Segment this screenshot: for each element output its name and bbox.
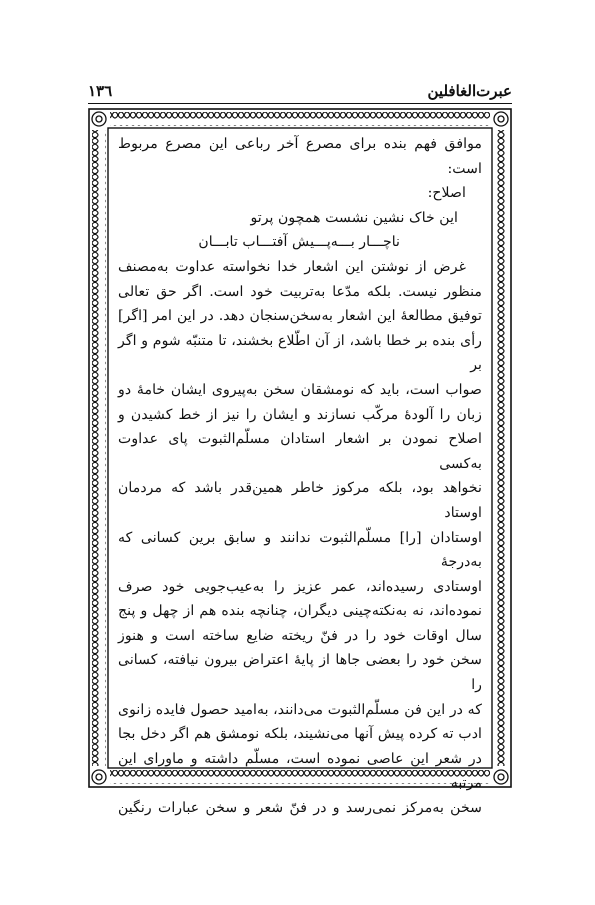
text-line: صواب است، باید که نومشقان سخن به‌پیروی ایشان خامهٔ دو (118, 381, 482, 398)
header-rule (88, 103, 512, 104)
text-line: رأی بنده بر خطا باشد، از آن اطّلاع بخشند، تا متنبّه شوم و اگر بر (118, 332, 482, 374)
section-heading: اصلاح: (427, 185, 466, 202)
text-line: اوستادان [را] مسلّم‌الثبوت ندانند و سابق برین کسانی که به‌درجهٔ (118, 529, 482, 571)
verse-line: این خاک نشین نشست همچون پرتو (250, 209, 458, 226)
text-line: است: (447, 160, 482, 177)
text-line: اصلاح نمودن بر اشعار استادان مسلّم‌الثبوت پای عداوت به‌کسی (118, 431, 482, 472)
text-line: ادب ته کرده پیش آنها می‌نشیند، بلکه نومشق هم اگر دخل بجا (118, 726, 482, 743)
text-line: توفیق مطالعهٔ این اشعار به‌سخن‌سنجان دهد. در این امر [اگر] (118, 308, 482, 325)
text-line: نموده‌اند، نه به‌نکته‌چینی دیگران، چنانچه بنده هم از چهل و پنج (118, 603, 482, 620)
running-header (88, 74, 512, 100)
page-body (118, 132, 482, 821)
text-line: در شعر این عاصی نموده است، مسلّم داشته و ماورای این مرتبه (118, 750, 482, 792)
text-line: که در این فن مسلّم‌الثبوت می‌دانند، به‌امید حصول فایده زانوی (118, 701, 482, 718)
page-number: ۱۳٦ (88, 82, 113, 100)
text-line: منظور نیست. بلکه مدّعا به‌تربیت خود است. اگر حق تعالی (118, 283, 482, 300)
text-line: سخن خود را بعضی جاها از پایهٔ اعتراض بیرون نیافته، کسانی را (118, 652, 482, 694)
text-line: موافق فهم بنده برای مصرع آخر رباعی این مصرع مربوط (118, 136, 482, 152)
text-line: اوستادی رسیده‌اند، عمر عزیز را به‌عیب‌جویی خود صرف (118, 578, 482, 595)
text-line: زبان را آلودهٔ مرکّب نسازند و ایشان را نیز از خط کشیدن و (118, 406, 482, 423)
text-line: نخواهد بود، بلکه مرکوز خاطر همین‌قدر باشد که مردمان اوستاد (118, 480, 482, 521)
text-line: سال اوقات خود را در فنّ ریخته ضایع ساخته است و هنوز (118, 627, 482, 644)
running-title: عبرت‌الغافلین (427, 82, 512, 100)
text-line: سخن به‌مرکز نمی‌رسد و در فنّ شعر و سخن عبارات رنگین (118, 800, 482, 817)
verse-line: ناچـــار بـــه‌پـــیش آفتـــاب تابـــان (198, 234, 400, 251)
text-line: غرض از نوشتن این اشعار خدا نخواسته عداوت به‌مصنف (118, 258, 466, 275)
